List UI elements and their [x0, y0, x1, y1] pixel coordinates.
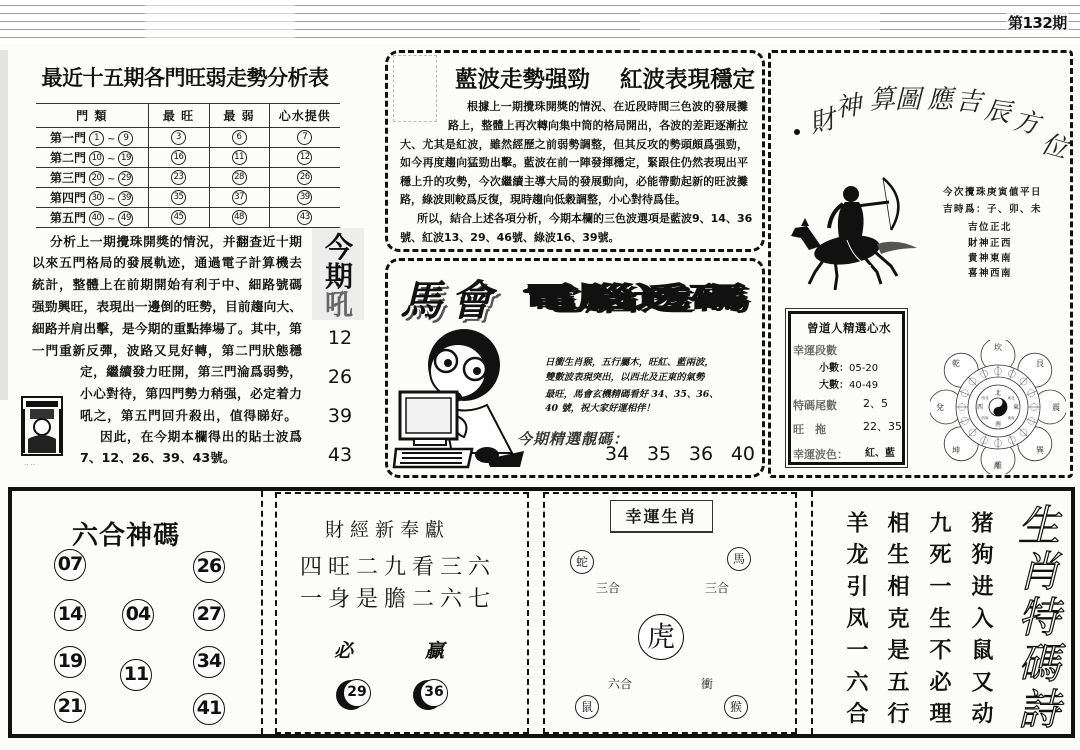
range-start: 10: [89, 151, 104, 166]
liuhe-ball: 14: [54, 599, 86, 631]
range-separator: ~: [107, 174, 116, 185]
roar-number: 12: [327, 327, 353, 349]
trigram-zhen: 震: [1052, 403, 1060, 412]
range-end: 49: [118, 211, 133, 226]
horse-archer-icon: [785, 172, 925, 297]
calligraphy-char: 神: [833, 90, 864, 124]
pick-number: 36: [688, 443, 714, 465]
analysis-line: 强勁興旺，表現出一邊倒的旺勢，目前趨向大、: [32, 299, 302, 314]
group-label: 第二門: [50, 151, 87, 165]
finance-ball: 29: [343, 679, 371, 707]
direction-east: 東: [1012, 404, 1020, 411]
group-label: 第四門: [50, 191, 87, 205]
analysis-line: 細路并肩出擊，是今期的重點捧場了。其中，第: [32, 321, 302, 336]
panel-divider: [261, 491, 263, 734]
hot-value: 22、35: [863, 420, 902, 433]
liuhe-ball: 27: [193, 599, 225, 631]
pick-number: 34: [605, 443, 630, 465]
hot-label: 旺 拖: [793, 423, 826, 436]
calligraphy-dot: [794, 129, 800, 135]
analysis-line: 統計，整體上在前期開始有利于中、細路號碼: [32, 277, 302, 292]
liuhe-ball: 21: [54, 691, 86, 723]
picks-label: 今期精選靚碼：: [517, 430, 630, 448]
pick-number: 35: [646, 443, 672, 465]
column-header-group: 門 類: [36, 104, 148, 128]
tips-box: [785, 308, 908, 468]
left-margin-strip: [0, 50, 8, 400]
small-range-label: 小數：: [819, 363, 849, 374]
weakest-number: 6: [232, 130, 247, 145]
poem-column: 九死一生不必理: [926, 511, 952, 734]
roar-number: 26: [327, 366, 353, 388]
weakest-number: 11: [232, 150, 247, 165]
range-separator: ~: [107, 134, 116, 145]
analysis-line: 吼之，第五門回升殺出，值得睇好。: [80, 408, 297, 423]
tip-number: 43: [297, 210, 312, 225]
poem-title: 生肖特碼詩: [1012, 503, 1061, 733]
picks-blurb-line: 雙數波表現突出，以西北及正東的氣勢: [545, 372, 705, 383]
liuhe-ball: 26: [193, 551, 225, 583]
lucky-color-label: 幸運波色：: [793, 448, 848, 461]
analysis-line: 分析上一期攪珠開獎的情況，并翻查近十期: [50, 234, 302, 249]
range-start: 40: [89, 211, 104, 226]
direction-northeast: 東北: [1007, 396, 1015, 400]
trigram-li: 離: [994, 461, 1002, 470]
range-start: 30: [89, 191, 104, 206]
lucky-range-label: 幸運段數: [793, 344, 837, 357]
finance-title: 財經新奉獻: [325, 519, 451, 541]
table-row: [36, 148, 340, 168]
column-header-strongest: 最 旺: [148, 104, 209, 128]
relation-label: 三合: [596, 581, 621, 595]
finance-word-must: 必: [334, 640, 354, 662]
direction-southwest: 西南: [981, 416, 989, 420]
roar-title-char: 吼: [324, 288, 353, 321]
almanac-line: 貴神東南: [968, 253, 1013, 264]
trigram-xun: 巽: [1036, 446, 1044, 455]
brand-title: 馬會: [400, 276, 501, 325]
lucky-color-value: 紅、藍: [865, 448, 895, 459]
range-separator: ~: [107, 194, 116, 205]
small-range: [819, 359, 878, 374]
weakest-number: 37: [232, 190, 247, 205]
tip-number: 7: [297, 130, 312, 145]
calligraphy-char: 辰: [982, 95, 1013, 129]
almanac-line: 喜神西南: [968, 268, 1013, 279]
wave-report-line: 路，綠波則較爲反復，現時趨向低穀調整，小心對待爲佳。: [400, 193, 686, 206]
liuhe-ball: 04: [122, 599, 154, 631]
liuhe-title: 六合神碼: [72, 521, 181, 551]
zodiac-snake: 蛇: [570, 550, 594, 574]
range-start: 1: [89, 131, 104, 146]
calligraphy-char: 位: [1037, 128, 1071, 165]
direction-north: 北: [994, 390, 1002, 397]
header-banner-faded-title: [640, 12, 880, 34]
wave-title-blue: 藍波走勢强勁: [455, 67, 591, 93]
roar-numbers: [318, 319, 362, 475]
calligraphy-char: 吉: [954, 86, 983, 118]
range-end: 39: [118, 191, 133, 206]
calligraphy-char: 圖: [895, 85, 922, 115]
roar-number: 43: [327, 444, 353, 466]
picks-blurb-line: 40 號，祝大家好運相伴！: [545, 403, 656, 414]
strongest-number: 3: [171, 130, 186, 145]
bagua-compass: [930, 340, 1066, 474]
analysis-line: 以來五門格局的發展軌迹，通過電子計算機去: [32, 255, 302, 270]
almanac-line: 吉位正北: [968, 222, 1013, 233]
analysis-line: 7、12、26、39、43號。: [80, 450, 236, 465]
relation-label: 衝: [701, 677, 714, 691]
relation-label: 六合: [608, 677, 633, 691]
wave-report-line: 號、紅波13、29、46號、綠波16、39號。: [400, 231, 620, 244]
big-range-value: 40-49: [849, 380, 879, 391]
column-header-weakest: 最 弱: [209, 104, 269, 128]
wave-report-line: 穩上升的攻勢，今次繼續主導大局的發展動向，必能帶動起新的旺波攤: [400, 175, 748, 188]
liuhe-ball: 34: [193, 646, 225, 678]
picks-blurb-line: 日衝生肖猴，五行屬木，旺紅、藍兩波，: [545, 357, 714, 368]
strongest-number: 16: [171, 150, 186, 165]
group-label: 第三門: [50, 171, 87, 185]
tips-title: 曾道人精選心水: [807, 321, 891, 335]
direction-south: 南: [994, 421, 1002, 428]
calligraphy-char: 應: [927, 85, 954, 115]
big-range: [819, 376, 878, 391]
direction-west: 西: [976, 404, 984, 411]
range-end: 9: [118, 131, 133, 146]
finance-verse-line: 四旺二九看三六: [300, 555, 497, 580]
liuhe-ball: 41: [193, 693, 225, 725]
tail-value: 2、5: [863, 397, 888, 410]
analysis-line: 因此，在今期本欄得出的貼士波爲: [100, 429, 302, 444]
small-range-value: 05-20: [849, 363, 879, 374]
column-header-tip: 心水提供: [269, 104, 340, 128]
strongest-number: 45: [171, 210, 186, 225]
trigram-kan: 坎: [994, 343, 1002, 352]
range-start: 20: [89, 171, 104, 186]
liuhe-ball: 19: [54, 646, 86, 678]
deity-figure-icon: [20, 395, 64, 471]
table-row: [36, 208, 340, 228]
range-end: 19: [118, 151, 133, 166]
poem-column: 羊龙引凤一六合: [843, 511, 869, 734]
direction-southeast: 東南: [1007, 416, 1015, 420]
finance-ball: 36: [420, 679, 448, 707]
calligraphy-char: 方: [1010, 105, 1043, 141]
wave-report-line: 如今再度趨向猛勁出擊。藍波在前一陣發揮穩定，緊跟住仍然表現出平: [400, 156, 748, 169]
trigram-dui: 兌: [936, 403, 944, 412]
almanac-line: 今次攪珠庚寅値平日: [943, 187, 1043, 198]
computer-picks-title: 電腦透碼: [522, 281, 747, 314]
zodiac-rat: 鼠: [575, 695, 599, 719]
wave-report-line: 根據上一期攪珠開獎的情況、在近段時間三色波的發展攤: [467, 100, 748, 113]
range-separator: ~: [107, 154, 116, 165]
header-banner-faded-block: [145, 0, 295, 44]
relation-label: 三合: [705, 581, 730, 595]
roar-title-char: 期: [324, 260, 353, 293]
wave-report-line: 路上，整體上再次轉向集中筒的格局開出，各波的差距逐漸拉: [448, 119, 748, 132]
zodiac-monkey: 猴: [724, 695, 748, 719]
tip-number: 39: [297, 190, 312, 205]
tail-label: 特碼尾數: [793, 399, 837, 412]
weakest-number: 48: [232, 210, 247, 225]
almanac-line: 吉時爲：子、卯、未: [943, 204, 1043, 215]
svg-text:·· ··: ·· ··: [24, 461, 36, 469]
table-row: [36, 128, 340, 148]
cartoon-girl-computer-icon: [392, 325, 532, 470]
strongest-number: 35: [171, 190, 186, 205]
wave-report-line: 所以，結合上述各項分析，今期本欄的三色波選項是藍波9、14、36: [417, 212, 753, 225]
finance-word-win: 贏: [425, 640, 445, 662]
roar-title-char: 今: [324, 231, 353, 264]
picks-blurb-line: 最旺，馬會玄機精碼看好 34、35、36、: [545, 389, 719, 400]
wave-title-red: 紅波表現穩定: [620, 67, 756, 93]
tip-number: 12: [297, 150, 312, 165]
trigram-qian: 乾: [952, 359, 960, 368]
strongest-number: 23: [171, 170, 186, 185]
pick-number: 40: [730, 443, 755, 465]
panel-divider: [811, 491, 813, 734]
range-separator: ~: [107, 214, 116, 225]
analysis-line: 小心對待，第四門勢力稍强，必定着力: [80, 386, 302, 401]
almanac-line: 財神正西: [968, 238, 1013, 249]
table-row: [36, 188, 340, 208]
trend-table: [36, 103, 340, 228]
lucky-zodiac-title: 幸運生肖: [610, 500, 713, 533]
trigram-kun: 坤: [952, 446, 960, 455]
liuhe-ball: 07: [54, 549, 86, 581]
calligraphy-char: 財: [806, 104, 839, 140]
image-placeholder: [393, 55, 437, 122]
trend-table-title: 最近十五期各門旺弱走勢分析表: [41, 65, 329, 90]
table-row: [36, 168, 340, 188]
analysis-line: 定，繼續發力旺開，第三門淪爲弱勢，: [80, 364, 302, 379]
poem-column: 猪狗进入鼠又动: [968, 511, 994, 734]
weakest-number: 28: [232, 170, 247, 185]
tip-number: 26: [297, 170, 312, 185]
trigram-gen: 艮: [1036, 359, 1044, 368]
zodiac-tiger-center: 虎: [638, 614, 684, 660]
issue-number: 第132期: [1008, 14, 1067, 32]
zodiac-horse: 馬: [727, 547, 751, 571]
range-end: 29: [118, 171, 133, 186]
finance-verse-line: 一身是膽二六七: [300, 587, 497, 612]
group-label: 第五門: [50, 211, 87, 225]
wave-report-line: 大、尤其是紅波，雖然經歷之前弱勢調整，但其反攻的勢頭頗爲强勁，: [400, 138, 748, 151]
big-range-label: 大數：: [819, 380, 849, 391]
roar-number: 39: [327, 405, 353, 427]
liuhe-ball: 11: [120, 659, 152, 691]
direction-northwest: 西北: [981, 396, 989, 400]
calligraphy-char: 算: [868, 84, 897, 116]
analysis-line: 一門重新反彈，波路又見好轉，第二門狀態穩: [32, 343, 302, 358]
picks-numbers: [605, 443, 755, 465]
group-label: 第一門: [50, 131, 87, 145]
poem-column: 相生相克是五行: [884, 511, 910, 734]
